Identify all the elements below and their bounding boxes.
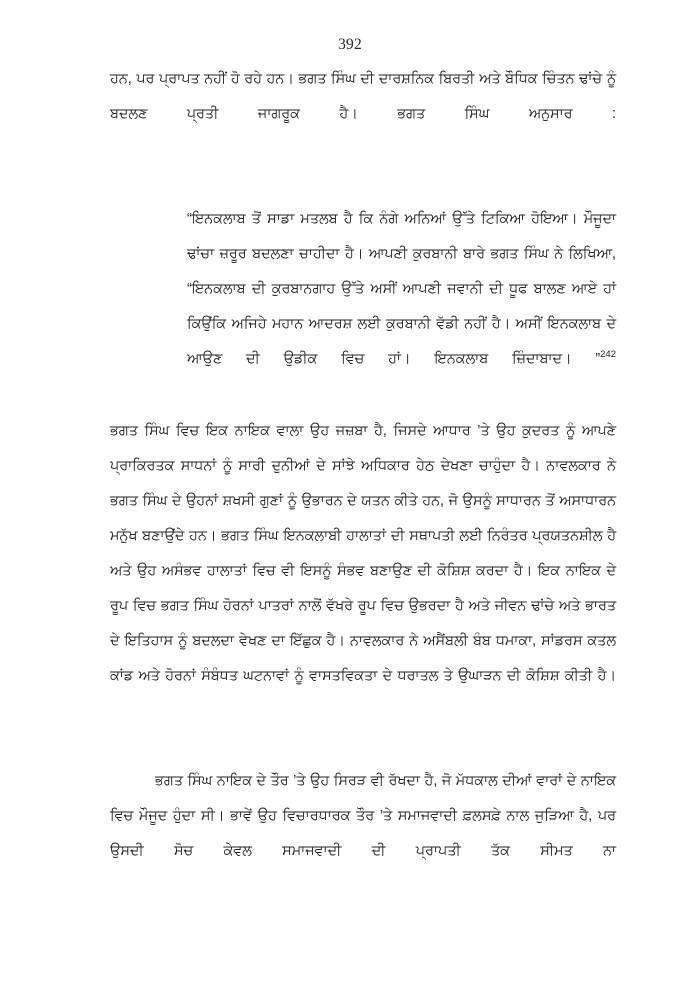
- block-quote: [187, 202, 616, 412]
- body-paragraph-1: ਹਨ, ਪਰ ਪ੍ਰਾਪਤ ਨਹੀਂ ਹੋ ਰਹੇ ਹਨ। ਭਗਤ ਸਿੰਘ ਦੀ ਦਾਰਸ਼ਨਿਕ ਬਿਰਤੀ ਅਤੇ ਬੌਧਿਕ ਚਿੰਤਨ ਢਾਂਚੇ ਨੂੰ ਬਦਲਣ ਪ੍ਰਤੀ ਜਾਗਰੂਕ ਹੈ। ਭਗਤ ਸਿੰਘ ਅਨੁਸਾਰ :: [110, 71, 616, 122]
- paragraph-spacer-1: [110, 167, 616, 202]
- body-paragraph-2: ਭਗਤ ਸਿੰਘ ਵਿਚ ਇਕ ਨਾਇਕ ਵਾਲਾ ਉਹ ਜਜ਼ਬਾ ਹੈ, ਜਿਸਦੇ ਆਧਾਰ ’ਤੇ ਉਹ ਕੁਦਰਤ ਨੂੰ ਆਪਣੇ ਪ੍ਰਾਕਿਰਤਕ ਸਾਧਨਾਂ ਨੂੰ ਸਾਰੀ ਦੁਨੀਆਂ ਦੇ ਸਾਂਝੇ ਅਧਿਕਾਰ ਹੇਠ ਦੇਖਣਾ ਚਾਹੁੰਦਾ ਹੈ। ਨਾਵਲਕਾਰ ਨੇ ਭਗਤ ਸਿੰਘ ਦੇ ਉਹਨਾਂ ਸ਼ਖਸੀ ਗੁਣਾਂ ਨੂੰ ਉਭਾਰਨ ਦੇ ਯਤਨ ਕੀਤੇ ਹਨ, ਜੋ ਉਸਨੂੰ ਸਾਧਾਰਨ ਤੋਂ ਅਸਾਧਾਰਨ ਮਨੁੱਖ ਬਣਾਉਂਦੇ ਹਨ। ਭਗਤ ਸਿੰਘ ਇਨਕਲਾਬੀ ਹਾਲਾਤਾਂ ਦੀ ਸਥਾਪਤੀ ਲਈ ਨਿਰੰਤਰ ਪ੍ਰਯਤਨਸ਼ੀਲ ਹੈ ਅਤੇ ਉਹ ਅਸੰਭਵ ਹਾਲਾਤਾਂ ਵਿਚ ਵੀ ਇਸਨੂੰ ਸੰਭਵ ਬਣਾਉਣ ਦੀ ਕੋਸ਼ਿਸ਼ ਕਰਦਾ ਹੈ। ਇਕ ਨਾਇਕ ਦੇ ਰੂਪ ਵਿਚ ਭਗਤ ਸਿੰਘ ਹੋਰਨਾਂ ਪਾਤਰਾਂ ਨਾਲੋਂ ਵੱਖਰੇ ਰੂਪ ਵਿਚ ਉਭਰਦਾ ਹੈ ਅਤੇ ਜੀਵਨ ਢਾਂਚੇ ਅਤੇ ਭਾਰਤ ਦੇ ਇਤਿਹਾਸ ਨੂੰ ਬਦਲਦਾ ਵੇਖਣ ਦਾ ਇੱਛੁਕ ਹੈ। ਨਾਵਲਕਾਰ ਨੇ ਅਸੈਂਬਲੀ ਬੰਬ ਧਮਾਕਾ, ਸਾਂਡਰਸ ਕਤਲ ਕਾਂਡ ਅਤੇ ਹੋਰਨਾਂ ਸੰਬੰਧਤ ਘਟਨਾਵਾਂ ਨੂੰ ਵਾਸਤਵਿਕਤਾ ਦੇ ਧਰਾਤਲ ਤੇ ਉਘਾੜਨ ਦੀ ਕੋਸ਼ਿਸ਼ ਕੀਤੀ ਹੈ।: [110, 423, 616, 684]
- footnote-reference: 242: [600, 349, 616, 361]
- paragraph-spacer-3: [110, 729, 616, 764]
- body-paragraph-3: ਭਗਤ ਸਿੰਘ ਨਾਇਕ ਦੇ ਤੌਰ ’ਤੇ ਉਹ ਸਿਰੜ ਵੀ ਰੱਖਦਾ ਹੈ, ਜੋ ਮੱਧਕਾਲ ਦੀਆਂ ਵਾਰਾਂ ਦੇ ਨਾਇਕ ਵਿਚ ਮੌਜੂਦ ਹੁੰਦਾ ਸੀ। ਭਾਵੇਂ ਉਹ ਵਿਚਾਰਧਾਰਕ ਤੌਰ ’ਤੇ ਸਮਾਜਵਾਦੀ ਫ਼ਲਸਫ਼ੇ ਨਾਲ ਜੁੜਿਆ ਹੈ, ਪਰ ਉਸਦੀ ਸੋਚ ਕੇਵਲ ਸਮਾਜਵਾਦੀ ਦੀ ਪ੍ਰਾਪਤੀ ਤੱਕ ਸੀਮਤ ਨਾ: [110, 773, 616, 859]
- page-content: [110, 62, 616, 904]
- page-number: 392: [338, 36, 362, 53]
- block-quote-text: “ਇਨਕਲਾਬ ਤੋਂ ਸਾਡਾ ਮਤਲਬ ਹੈ ਕਿ ਨੰਗੇ ਅਨਿਆਂ ਉੱਤੇ ਟਿਕਿਆ ਹੋਇਆ। ਮੌਜੂਦਾ ਢਾਂਚਾ ਜ਼ਰੂਰ ਬਦਲਣਾ ਚਾਹੀਦਾ ਹੈ। ਆਪਣੀ ਕੁਰਬਾਨੀ ਬਾਰੇ ਭਗਤ ਸਿੰਘ ਨੇ ਲਿਖਿਆ, “ਇਨਕਲਾਬ ਦੀ ਕੁਰਬਾਨਗਾਹ ਉੱਤੇ ਅਸੀਂ ਆਪਣੀ ਜਵਾਨੀ ਦੀ ਧੂਫ ਬਾਲਣ ਆਏ ਹਾਂ ਕਿਉਂਕਿ ਅਜਿਹੇ ਮਹਾਨ ਆਦਰਸ਼ ਲਈ ਕੁਰਬਾਨੀ ਵੱਡੀ ਨਹੀਂ ਹੈ। ਅਸੀਂ ਇਨਕਲਾਬ ਦੇ ਆਉਣ ਦੀ ਉਡੀਕ ਵਿਚ ਹਾਂ। ਇਨਕਲਾਬ ਜ਼ਿੰਦਾਬਾਦ। ”: [187, 211, 616, 367]
